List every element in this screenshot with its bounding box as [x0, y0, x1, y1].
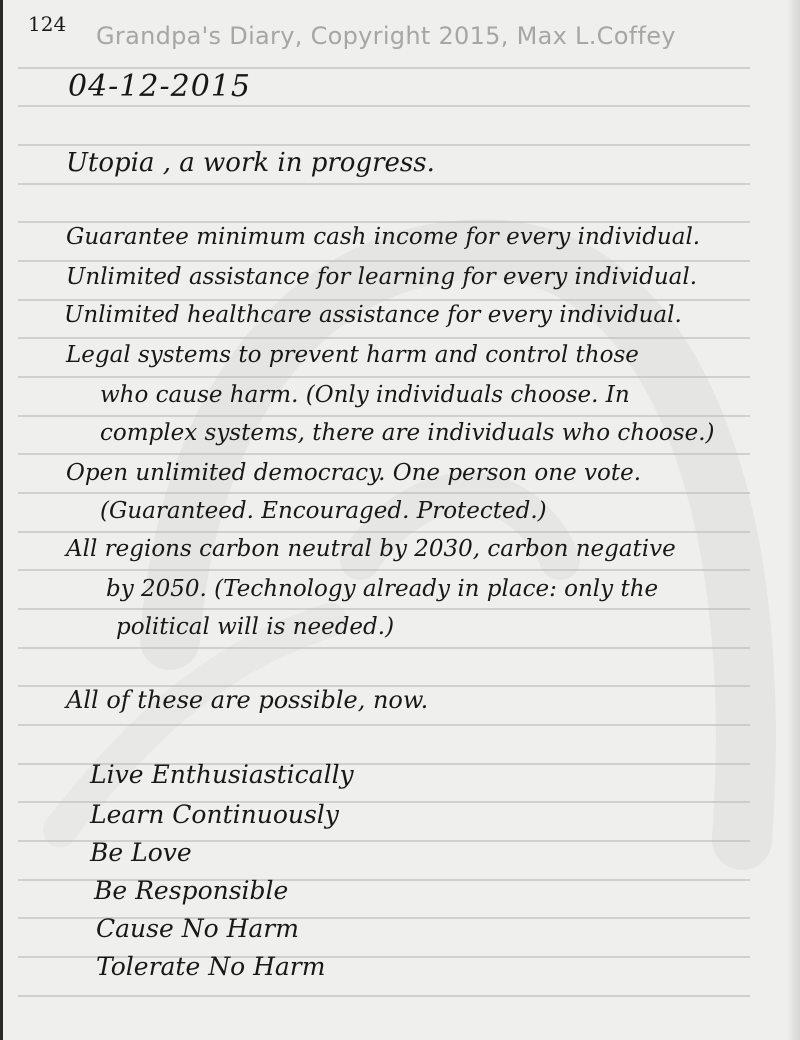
entry-line: complex systems, there are individuals who choose.) [100, 420, 715, 446]
entry-closing: All of these are possible, now. [66, 686, 429, 714]
motto-item: Cause No Harm [96, 914, 299, 943]
motto-item: Be Responsible [94, 876, 289, 905]
entry-line: Unlimited assistance for learning for every individual. [66, 264, 698, 290]
motto-item: Be Love [90, 838, 192, 867]
entry-line: political will is needed.) [116, 614, 395, 640]
copyright-watermark: Grandpa's Diary, Copyright 2015, Max L.Coffey [96, 22, 676, 50]
entry-line: by 2050. (Technology already in place: only the [106, 576, 659, 602]
entry-line: (Guaranteed. Encouraged. Protected.) [100, 498, 547, 524]
entry-line: Guarantee minimum cash income for every individual. [66, 224, 701, 250]
page-number: 124 [28, 12, 67, 36]
entry-line: Legal systems to prevent harm and control those [66, 342, 639, 368]
entry-line: Unlimited healthcare assistance for every individual. [64, 302, 682, 328]
motto-item: Learn Continuously [90, 800, 339, 829]
entry-line: who cause harm. (Only individuals choose. In [100, 382, 630, 408]
motto-item: Live Enthusiastically [90, 760, 354, 789]
entry-date: 04-12-2015 [68, 69, 251, 104]
entry-line: All regions carbon neutral by 2030, carbon negative [66, 536, 676, 562]
entry-line: Open unlimited democracy. One person one vote. [66, 460, 642, 486]
motto-item: Tolerate No Harm [96, 952, 326, 981]
entry-subtitle: Utopia , a work in progress. [66, 148, 435, 178]
